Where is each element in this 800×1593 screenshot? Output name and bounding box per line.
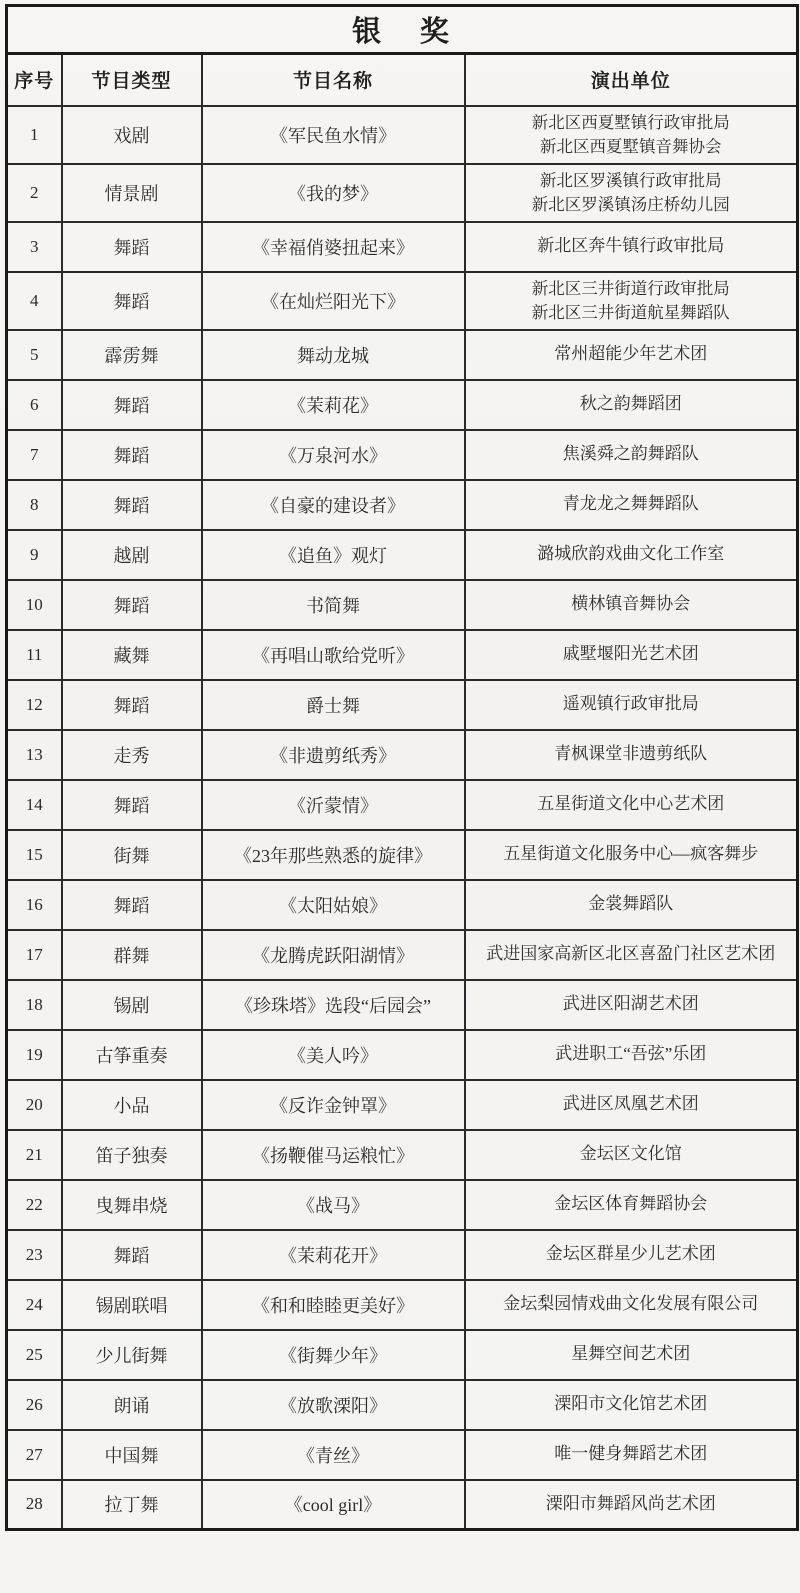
program-type-cell: 霹雳舞 xyxy=(62,330,202,380)
performing-unit-line: 溧阳市舞蹈风尚艺术团 xyxy=(545,1494,716,1514)
performing-unit-cell xyxy=(465,480,798,530)
row-number-cell: 27 xyxy=(7,1430,62,1480)
table-row xyxy=(7,780,798,830)
performing-unit-line: 唯一健身舞蹈艺术团 xyxy=(554,1444,708,1464)
program-type-cell: 舞蹈 xyxy=(62,272,202,330)
performing-unit-cell xyxy=(465,1430,798,1480)
program-name-cell: 《茉莉花》 xyxy=(202,380,465,430)
performing-unit-cell xyxy=(465,530,798,580)
performing-unit-line: 潞城欣韵戏曲文化工作室 xyxy=(537,544,725,564)
column-header-type: 节目类型 xyxy=(62,54,202,106)
table-row xyxy=(7,1330,798,1380)
performing-unit-cell xyxy=(465,780,798,830)
performing-unit-cell xyxy=(465,430,798,480)
performing-unit-line: 秋之韵舞蹈团 xyxy=(579,394,682,414)
program-type-cell: 小品 xyxy=(62,1080,202,1130)
table-row xyxy=(7,1480,798,1530)
row-number-cell: 16 xyxy=(7,880,62,930)
performing-unit-cell xyxy=(465,1380,798,1430)
program-type-cell: 少儿街舞 xyxy=(62,1330,202,1380)
performing-unit-cell xyxy=(465,1080,798,1130)
row-number-cell: 1 xyxy=(7,106,62,164)
program-name-cell: 《青丝》 xyxy=(202,1430,465,1480)
performing-unit-cell xyxy=(465,980,798,1030)
performing-unit-line: 遥观镇行政审批局 xyxy=(562,694,699,714)
program-type-cell: 锡剧 xyxy=(62,980,202,1030)
performing-unit-line: 新北区西夏墅镇行政审批局 xyxy=(531,112,730,132)
table-row xyxy=(7,530,798,580)
program-name-cell: 《战马》 xyxy=(202,1180,465,1230)
row-number-cell: 3 xyxy=(7,222,62,272)
program-type-cell: 越剧 xyxy=(62,530,202,580)
row-number-cell: 9 xyxy=(7,530,62,580)
performing-unit-cell xyxy=(465,680,798,730)
table-row xyxy=(7,730,798,780)
row-number-cell: 2 xyxy=(7,164,62,222)
row-number-cell: 10 xyxy=(7,580,62,630)
table-title: 银 奖 xyxy=(7,6,798,54)
table-row xyxy=(7,930,798,980)
program-name-cell: 《万泉河水》 xyxy=(202,430,465,480)
table-title-row xyxy=(7,6,798,54)
program-type-cell: 舞蹈 xyxy=(62,780,202,830)
program-name-cell: 《军民鱼水情》 xyxy=(202,106,465,164)
performing-unit-cell xyxy=(465,1230,798,1280)
program-name-cell: 《23年那些熟悉的旋律》 xyxy=(202,830,465,880)
performing-unit-line: 青龙龙之舞舞蹈队 xyxy=(562,494,699,514)
table-head xyxy=(7,6,798,106)
table-row xyxy=(7,580,798,630)
performing-unit-line: 新北区三井街道行政审批局 xyxy=(531,278,730,298)
row-number-cell: 22 xyxy=(7,1180,62,1230)
table-row xyxy=(7,680,798,730)
row-number-cell: 20 xyxy=(7,1080,62,1130)
performing-unit-cell xyxy=(465,580,798,630)
performing-unit-line: 常州超能少年艺术团 xyxy=(554,344,708,364)
performing-unit-line: 新北区罗溪镇行政审批局 xyxy=(540,170,722,190)
row-number-cell: 24 xyxy=(7,1280,62,1330)
row-number-cell: 18 xyxy=(7,980,62,1030)
program-name-cell: 《在灿烂阳光下》 xyxy=(202,272,465,330)
performing-unit-cell xyxy=(465,272,798,330)
performing-unit-cell xyxy=(465,1480,798,1530)
program-type-cell: 舞蹈 xyxy=(62,1230,202,1280)
table-row xyxy=(7,330,798,380)
program-name-cell: 《和和睦睦更美好》 xyxy=(202,1280,465,1330)
performing-unit-cell xyxy=(465,1280,798,1330)
performing-unit-cell xyxy=(465,222,798,272)
row-number-cell: 11 xyxy=(7,630,62,680)
performing-unit-line: 新北区三井街道航星舞蹈队 xyxy=(531,302,730,322)
row-number-cell: 25 xyxy=(7,1330,62,1380)
table-row xyxy=(7,1130,798,1180)
column-header-no: 序号 xyxy=(7,54,62,106)
program-type-cell: 舞蹈 xyxy=(62,380,202,430)
program-type-cell: 曳舞串烧 xyxy=(62,1180,202,1230)
row-number-cell: 6 xyxy=(7,380,62,430)
performing-unit-cell xyxy=(465,1180,798,1230)
program-name-cell: 《幸福俏婆扭起来》 xyxy=(202,222,465,272)
program-name-cell: 《美人吟》 xyxy=(202,1030,465,1080)
program-name-cell: 《街舞少年》 xyxy=(202,1330,465,1380)
program-name-cell: 《龙腾虎跃阳湖情》 xyxy=(202,930,465,980)
row-number-cell: 17 xyxy=(7,930,62,980)
performing-unit-cell xyxy=(465,380,798,430)
performing-unit-line: 焦溪舜之韵舞蹈队 xyxy=(562,444,699,464)
performing-unit-cell xyxy=(465,830,798,880)
table-row xyxy=(7,1430,798,1480)
performing-unit-line: 新北区西夏墅镇音舞协会 xyxy=(540,136,722,156)
row-number-cell: 8 xyxy=(7,480,62,530)
performing-unit-line: 武进职工“吾弦”乐团 xyxy=(555,1044,707,1064)
program-name-cell: 《追鱼》观灯 xyxy=(202,530,465,580)
program-type-cell: 戏剧 xyxy=(62,106,202,164)
performing-unit-line: 金坛区体育舞蹈协会 xyxy=(554,1194,708,1214)
table-body xyxy=(7,106,798,1530)
performing-unit-cell xyxy=(465,730,798,780)
program-name-cell: 《太阳姑娘》 xyxy=(202,880,465,930)
table-row xyxy=(7,480,798,530)
row-number-cell: 23 xyxy=(7,1230,62,1280)
performing-unit-line: 金坛梨园情戏曲文化发展有限公司 xyxy=(503,1294,759,1314)
program-type-cell: 藏舞 xyxy=(62,630,202,680)
performing-unit-line: 金坛区群星少儿艺术团 xyxy=(545,1244,716,1264)
performing-unit-line: 五星街道文化服务中心—疯客舞步 xyxy=(503,844,759,864)
performing-unit-line: 武进国家高新区北区喜盈门社区艺术团 xyxy=(486,944,776,964)
performing-unit-line: 新北区奔牛镇行政审批局 xyxy=(537,236,725,256)
table-row xyxy=(7,1080,798,1130)
table-row xyxy=(7,1180,798,1230)
program-type-cell: 中国舞 xyxy=(62,1430,202,1480)
program-name-cell: 《放歌溧阳》 xyxy=(202,1380,465,1430)
row-number-cell: 15 xyxy=(7,830,62,880)
performing-unit-line: 武进区凤凰艺术团 xyxy=(562,1094,699,1114)
performing-unit-cell xyxy=(465,164,798,222)
program-type-cell: 锡剧联唱 xyxy=(62,1280,202,1330)
program-name-cell: 《再唱山歌给党听》 xyxy=(202,630,465,680)
program-type-cell: 古筝重奏 xyxy=(62,1030,202,1080)
program-name-cell: 舞动龙城 xyxy=(202,330,465,380)
table-row xyxy=(7,980,798,1030)
performing-unit-line: 星舞空间艺术团 xyxy=(571,1344,691,1364)
program-type-cell: 舞蹈 xyxy=(62,680,202,730)
performing-unit-line: 五星街道文化中心艺术团 xyxy=(537,794,725,814)
table-row xyxy=(7,106,798,164)
row-number-cell: 21 xyxy=(7,1130,62,1180)
table-row xyxy=(7,272,798,330)
program-type-cell: 朗诵 xyxy=(62,1380,202,1430)
performing-unit-line: 横林镇音舞协会 xyxy=(571,594,691,614)
row-number-cell: 14 xyxy=(7,780,62,830)
table-row xyxy=(7,380,798,430)
program-type-cell: 街舞 xyxy=(62,830,202,880)
performing-unit-line: 新北区罗溪镇汤庄桥幼儿园 xyxy=(531,194,730,214)
table-header-row xyxy=(7,54,798,106)
row-number-cell: 28 xyxy=(7,1480,62,1530)
program-name-cell: 《我的梦》 xyxy=(202,164,465,222)
program-name-cell: 《珍珠塔》选段“后园会” xyxy=(202,980,465,1030)
program-type-cell: 舞蹈 xyxy=(62,480,202,530)
performing-unit-cell xyxy=(465,630,798,680)
row-number-cell: 26 xyxy=(7,1380,62,1430)
program-name-cell: 《茉莉花开》 xyxy=(202,1230,465,1280)
table-row xyxy=(7,164,798,222)
performing-unit-line: 武进区阳湖艺术团 xyxy=(562,994,699,1014)
program-type-cell: 舞蹈 xyxy=(62,880,202,930)
performing-unit-cell xyxy=(465,880,798,930)
row-number-cell: 5 xyxy=(7,330,62,380)
program-type-cell: 情景剧 xyxy=(62,164,202,222)
silver-award-table xyxy=(5,4,799,1531)
program-type-cell: 舞蹈 xyxy=(62,430,202,480)
program-type-cell: 笛子独奏 xyxy=(62,1130,202,1180)
program-name-cell: 书简舞 xyxy=(202,580,465,630)
table-row xyxy=(7,1230,798,1280)
performing-unit-cell xyxy=(465,1130,798,1180)
program-name-cell: 《自豪的建设者》 xyxy=(202,480,465,530)
performing-unit-line: 金坛区文化馆 xyxy=(579,1144,682,1164)
column-header-name: 节目名称 xyxy=(202,54,465,106)
row-number-cell: 12 xyxy=(7,680,62,730)
performing-unit-line: 溧阳市文化馆艺术团 xyxy=(554,1394,708,1414)
row-number-cell: 19 xyxy=(7,1030,62,1080)
performing-unit-cell xyxy=(465,330,798,380)
row-number-cell: 7 xyxy=(7,430,62,480)
program-type-cell: 拉丁舞 xyxy=(62,1480,202,1530)
performing-unit-cell xyxy=(465,1330,798,1380)
table-row xyxy=(7,1280,798,1330)
program-name-cell: 《反诈金钟罩》 xyxy=(202,1080,465,1130)
table-row xyxy=(7,222,798,272)
column-header-unit: 演出单位 xyxy=(465,54,798,106)
table-row xyxy=(7,1380,798,1430)
performing-unit-line: 戚墅堰阳光艺术团 xyxy=(562,644,699,664)
performing-unit-cell xyxy=(465,930,798,980)
performing-unit-cell xyxy=(465,106,798,164)
program-name-cell: 《非遗剪纸秀》 xyxy=(202,730,465,780)
performing-unit-line: 金裳舞蹈队 xyxy=(588,894,674,914)
program-type-cell: 走秀 xyxy=(62,730,202,780)
program-name-cell: 《沂蒙情》 xyxy=(202,780,465,830)
performing-unit-cell xyxy=(465,1030,798,1080)
table-row xyxy=(7,630,798,680)
program-type-cell: 舞蹈 xyxy=(62,580,202,630)
row-number-cell: 13 xyxy=(7,730,62,780)
row-number-cell: 4 xyxy=(7,272,62,330)
program-type-cell: 群舞 xyxy=(62,930,202,980)
program-name-cell: 爵士舞 xyxy=(202,680,465,730)
performing-unit-line: 青枫课堂非遗剪纸队 xyxy=(554,744,708,764)
table-row xyxy=(7,830,798,880)
program-name-cell: 《cool girl》 xyxy=(202,1480,465,1530)
program-type-cell: 舞蹈 xyxy=(62,222,202,272)
program-name-cell: 《扬鞭催马运粮忙》 xyxy=(202,1130,465,1180)
table-row xyxy=(7,1030,798,1080)
table-row xyxy=(7,430,798,480)
table-row xyxy=(7,880,798,930)
